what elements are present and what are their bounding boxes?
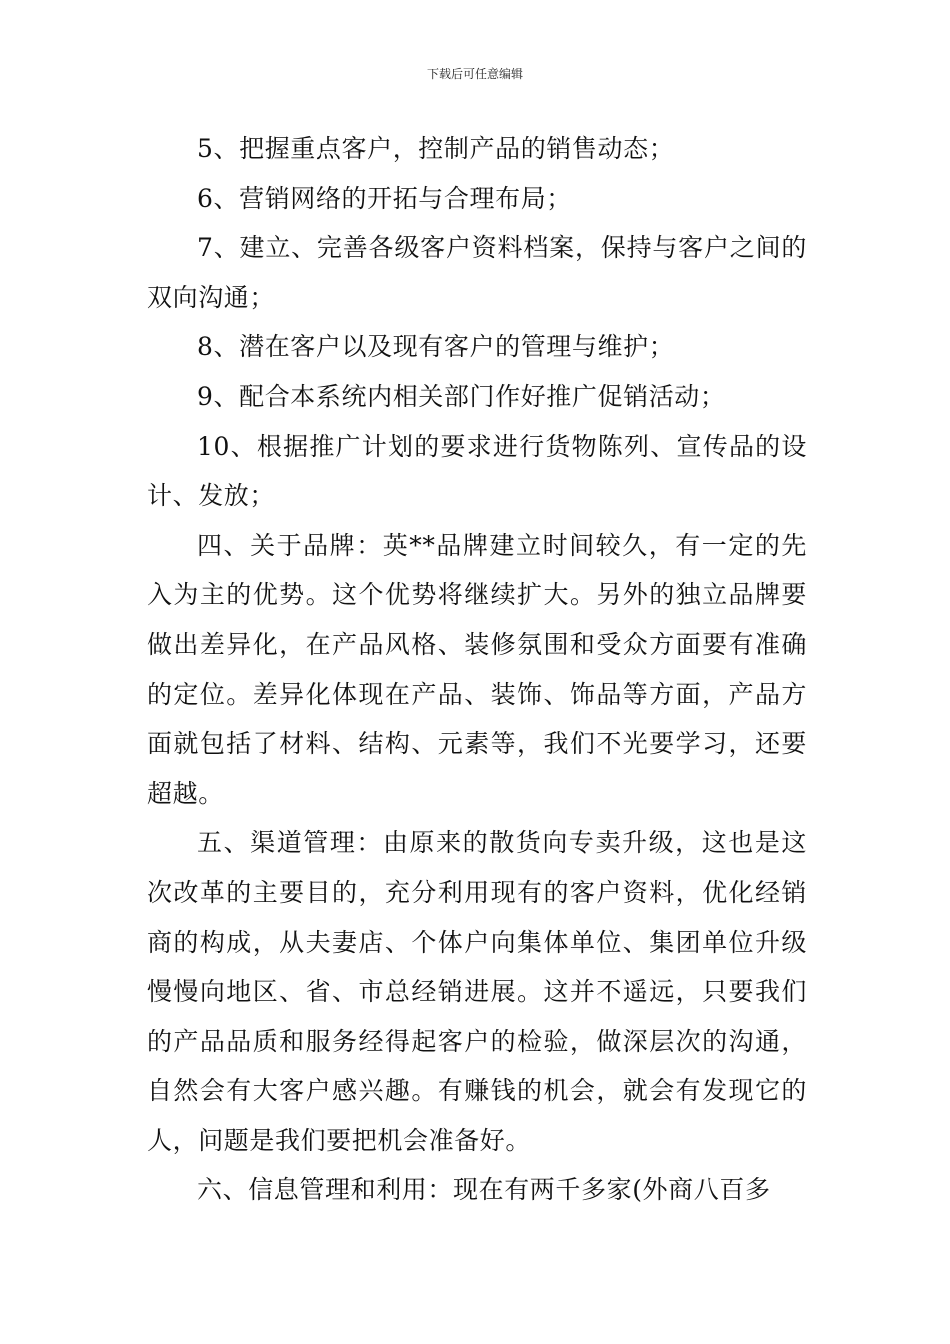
paragraph-item-10: 10、根据推广计划的要求进行货物陈列、宣传品的设计、发放； [147, 431, 807, 511]
paragraph-information: 六、信息管理和利用：现在有两千多家(外商八百多 [197, 1175, 771, 1205]
document-body [147, 124, 807, 1215]
paragraph-item-9: 9、配合本系统内相关部门作好推广促销活动； [197, 381, 726, 411]
paragraph-item-6: 6、营销网络的开拓与合理布局； [197, 183, 572, 213]
page-header: 下载后可任意编辑 [426, 67, 523, 81]
paragraph-brand: 四、关于品牌：英**品牌建立时间较久，有一定的先入为主的优势。这个优势将继续扩大。另外的独立品牌要做出差异化，在产品风格、装修氛围和受众方面要有准确的定位。差异化体现在产品、装饰、饰品等方面，产品方面就包括了材料、结构、元素等，我们不光要学习，还要超越。 [147, 530, 807, 808]
paragraph-item-5: 5、把握重点客户，控制产品的销售动态； [197, 134, 675, 163]
paragraph-channel: 五、渠道管理：由原来的散货向专卖升级，这也是这次改革的主要目的，充分利用现有的客户资料，优化经销商的构成，从夫妻店、个体户向集体单位、集团单位升级慢慢向地区、省、市总经销进展。这并不遥远，只要我们的产品品质和服务经得起客户的检验，做深层次的沟通，自然会有大客户感兴趣。有赚钱的机会，就会有发现它的人，问题是我们要把机会准备好。 [147, 828, 807, 1155]
paragraph-item-8: 8、潜在客户以及现有客户的管理与维护； [197, 332, 675, 362]
paragraph-item-7: 7、建立、完善各级客户资料档案，保持与客户之间的双向沟通； [147, 233, 807, 312]
